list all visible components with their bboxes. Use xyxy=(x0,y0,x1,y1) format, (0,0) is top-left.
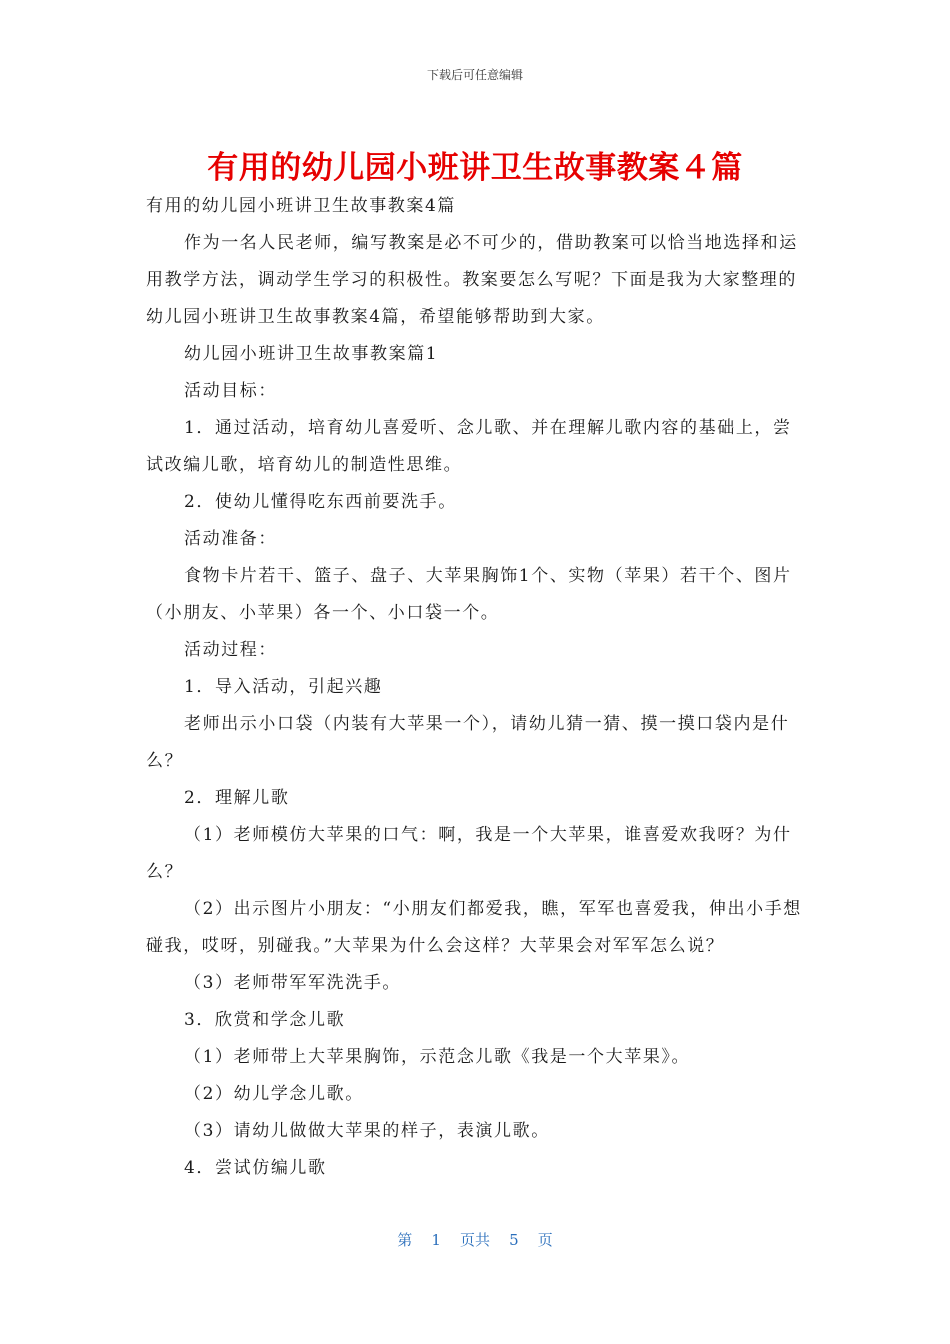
paragraph: 4．尝试仿编儿歌 xyxy=(184,1158,327,1178)
document-title: 有用的幼儿园小班讲卫生故事教案４篇 xyxy=(207,150,743,186)
paragraph: 食物卡片若干、篮子、盘子、大苹果胸饰1个、实物（苹果）若干个、图片（小朋友、小苹果）各一个、小口袋一个。 xyxy=(146,566,792,623)
paragraph: （1）老师模仿大苹果的口气：啊，我是一个大苹果，谁喜爱欢我呀？为什么？ xyxy=(146,825,792,882)
document-body xyxy=(146,188,808,1187)
paragraph: （1）老师带上大苹果胸饰，示范念儿歌《我是一个大苹果》。 xyxy=(184,1047,691,1067)
header-note: 下载后可任意编辑 xyxy=(426,68,523,82)
paragraph: 活动准备： xyxy=(184,529,277,549)
footer-middle: 页共 xyxy=(459,1231,490,1249)
footer-page-number: 1 xyxy=(431,1231,441,1249)
paragraph: 有用的幼儿园小班讲卫生故事教案4篇 xyxy=(146,196,457,216)
paragraph: 老师出示小口袋（内装有大苹果一个），请幼儿猜一猜、摸一摸口袋内是什么？ xyxy=(146,714,790,771)
paragraph: 活动目标： xyxy=(184,381,277,401)
footer-total-pages: 5 xyxy=(509,1231,519,1249)
footer-suffix: 页 xyxy=(537,1231,553,1249)
paragraph: （2）出示图片小朋友：“小朋友们都爱我，瞧，军军也喜爱我，伸出小手想碰我，哎呀，别碰我。”大苹果为什么会这样？大苹果会对军军怎么说？ xyxy=(146,899,802,956)
paragraph: （3）请幼儿做做大苹果的样子，表演儿歌。 xyxy=(184,1121,550,1141)
paragraph: （2）幼儿学念儿歌。 xyxy=(184,1084,364,1104)
paragraph: 作为一名人民老师，编写教案是必不可少的，借助教案可以恰当地选择和运用教学方法，调动学生学习的积极性。教案要怎么写呢？下面是我为大家整理的幼儿园小班讲卫生故事教案4篇，希望能够帮助到大家。 xyxy=(146,233,798,327)
footer-prefix: 第 xyxy=(397,1231,413,1249)
paragraph: 幼儿园小班讲卫生故事教案篇1 xyxy=(184,344,439,364)
paragraph: 1．导入活动，引起兴趣 xyxy=(184,677,383,697)
paragraph: 2．使幼儿懂得吃东西前要洗手。 xyxy=(184,492,457,512)
paragraph: 3．欣赏和学念儿歌 xyxy=(184,1010,346,1030)
paragraph: 1．通过活动，培育幼儿喜爱听、念儿歌、并在理解儿歌内容的基础上，尝试改编儿歌，培育幼儿的制造性思维。 xyxy=(146,418,792,475)
paragraph: 2．理解儿歌 xyxy=(184,788,290,808)
paragraph: （3）老师带军军洗洗手。 xyxy=(184,973,402,993)
paragraph: 活动过程： xyxy=(184,640,277,660)
page-footer xyxy=(0,1229,950,1250)
